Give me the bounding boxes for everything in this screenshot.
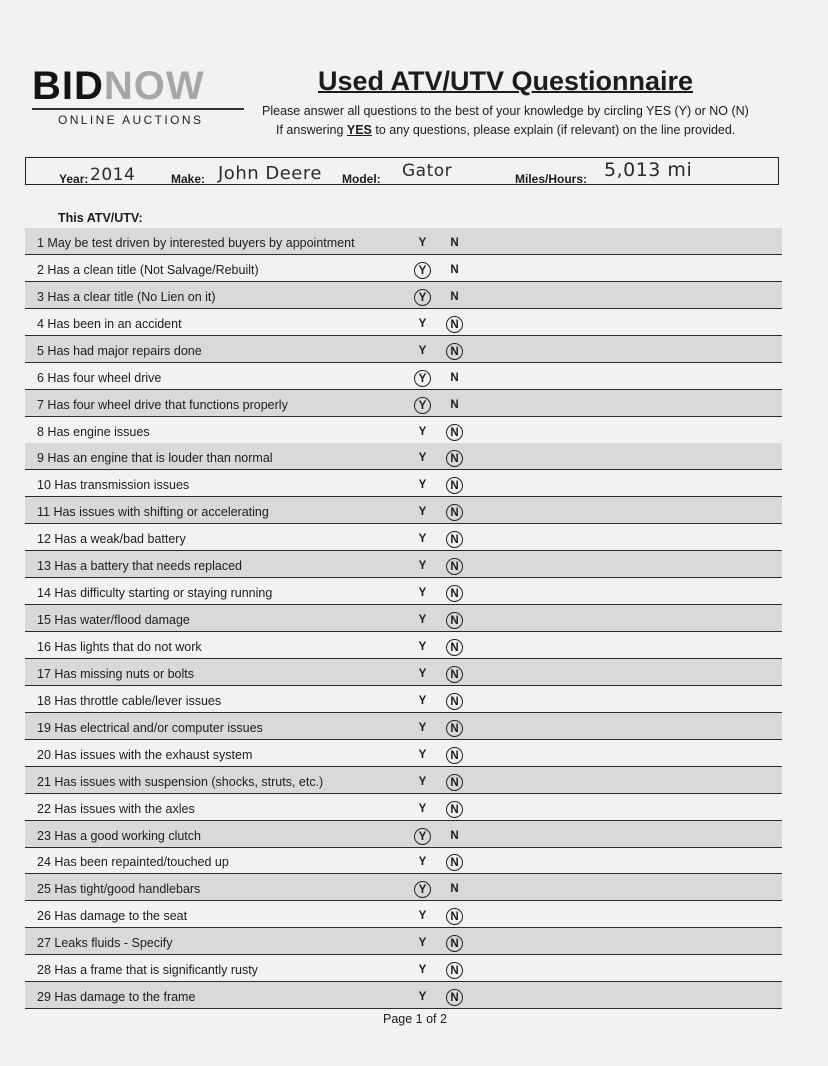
model-value: Gator	[402, 161, 453, 181]
answer-no[interactable]: N	[446, 612, 463, 629]
question-text: 12 Has a weak/bad battery	[37, 532, 186, 547]
question-text: 24 Has been repainted/touched up	[37, 855, 229, 870]
answer-no[interactable]: N	[446, 747, 463, 764]
answer-no[interactable]: N	[446, 504, 463, 521]
question-text: 25 Has tight/good handlebars	[37, 882, 201, 897]
question-text: 3 Has a clear title (No Lien on it)	[37, 289, 216, 304]
answer-no[interactable]: N	[446, 962, 463, 979]
question-text: 10 Has transmission issues	[37, 478, 190, 493]
vehicle-info-box	[25, 157, 779, 185]
question-row	[25, 713, 782, 740]
answer-yes[interactable]: Y	[414, 289, 431, 306]
answer-yes[interactable]: Y	[414, 397, 431, 414]
answer-yes[interactable]: Y	[418, 937, 427, 950]
answer-no[interactable]: N	[446, 693, 463, 710]
question-text: 2 Has a clean title (Not Salvage/Rebuilt)	[37, 262, 259, 277]
answer-yes[interactable]: Y	[414, 370, 431, 387]
logo-divider	[32, 108, 244, 110]
answer-no[interactable]: N	[446, 935, 463, 952]
question-text: 23 Has a good working clutch	[37, 828, 201, 843]
answer-yes[interactable]: Y	[418, 694, 427, 707]
question-row	[25, 255, 782, 282]
answer-yes[interactable]: Y	[418, 560, 427, 573]
answer-no[interactable]: N	[446, 316, 463, 333]
answer-yes[interactable]: Y	[418, 721, 427, 734]
page-number: Page 1 of 2	[383, 1012, 447, 1026]
answer-no[interactable]: N	[446, 477, 463, 494]
answer-yes[interactable]: Y	[418, 802, 427, 815]
question-text: 21 Has issues with suspension (shocks, struts, etc.)	[37, 774, 324, 789]
question-text: 5 Has had major repairs done	[37, 343, 202, 358]
answer-no[interactable]: N	[450, 237, 459, 249]
question-row	[25, 417, 782, 444]
answer-no[interactable]: N	[446, 774, 463, 791]
answer-no[interactable]: N	[446, 450, 463, 467]
question-row	[25, 821, 782, 848]
year-label: Year:	[59, 172, 89, 186]
question-row	[25, 443, 782, 470]
answer-no[interactable]: N	[446, 585, 463, 602]
answer-no[interactable]: N	[446, 854, 463, 871]
answer-no[interactable]: N	[446, 558, 463, 575]
question-row	[25, 928, 782, 955]
question-text: 6 Has four wheel drive	[37, 370, 162, 385]
answer-no[interactable]: N	[446, 639, 463, 656]
question-text: 13 Has a battery that needs replaced	[37, 559, 242, 574]
instructions-line-2: If answering YES to any questions, please explain (if relevant) on the line provided.	[276, 123, 736, 137]
answer-no[interactable]: N	[450, 883, 459, 896]
question-row	[25, 228, 782, 255]
question-row	[25, 497, 782, 524]
question-text: 17 Has missing nuts or bolts	[37, 666, 195, 681]
company-logo	[32, 66, 244, 127]
answer-yes[interactable]: Y	[418, 641, 427, 653]
question-row	[25, 524, 782, 551]
answer-yes[interactable]: Y	[414, 828, 431, 845]
logo-subtitle: ONLINE AUCTIONS	[58, 113, 204, 127]
answer-no[interactable]: N	[446, 424, 463, 441]
question-row	[25, 847, 782, 874]
question-row	[25, 794, 782, 821]
question-row	[25, 309, 782, 336]
answer-yes[interactable]: Y	[418, 964, 427, 977]
question-text: 28 Has a frame that is significantly rusty	[37, 963, 258, 978]
question-text: 14 Has difficulty starting or staying running	[37, 586, 273, 601]
question-row	[25, 551, 782, 578]
answer-yes[interactable]: Y	[418, 344, 427, 357]
answer-no[interactable]: N	[446, 989, 463, 1006]
question-row	[25, 982, 782, 1009]
question-row	[25, 282, 782, 309]
question-row	[25, 740, 782, 767]
question-row	[25, 686, 782, 713]
answer-yes[interactable]: Y	[418, 587, 427, 600]
answer-yes[interactable]: Y	[418, 533, 427, 546]
answer-yes[interactable]: Y	[418, 237, 427, 249]
answer-no[interactable]: N	[450, 398, 459, 411]
answer-yes[interactable]: Y	[418, 425, 427, 438]
miles-value: 5,013 mi	[604, 159, 693, 181]
answer-no[interactable]: N	[450, 263, 459, 276]
answer-yes[interactable]: Y	[418, 748, 427, 761]
question-text: 26 Has damage to the seat	[37, 909, 188, 924]
answer-no[interactable]: N	[450, 371, 459, 384]
answer-yes[interactable]: Y	[418, 667, 427, 680]
question-text: 16 Has lights that do not work	[37, 640, 202, 654]
question-text: 4 Has been in an accident	[37, 316, 182, 331]
answer-no[interactable]: N	[450, 829, 459, 842]
answer-yes[interactable]: Y	[418, 856, 427, 869]
question-row	[25, 659, 782, 686]
instructions-line-1: Please answer all questions to the best of your knowledge by circling YES (Y) or NO (N)	[262, 104, 749, 118]
question-text: 9 Has an engine that is louder than normal	[37, 451, 273, 466]
answer-yes[interactable]: Y	[418, 991, 427, 1003]
question-text: 18 Has throttle cable/lever issues	[37, 693, 222, 708]
answer-yes[interactable]: Y	[418, 479, 427, 492]
question-row	[25, 955, 782, 982]
model-label: Model:	[342, 172, 381, 186]
question-row	[25, 767, 782, 794]
answer-yes[interactable]: Y	[418, 775, 427, 788]
question-row	[25, 632, 782, 659]
logo-wordmark: BIDNOW	[32, 64, 205, 108]
question-text: 27 Leaks fluids - Specify	[37, 936, 173, 951]
answer-no[interactable]: N	[446, 531, 463, 548]
question-text: 7 Has four wheel drive that functions properly	[37, 397, 288, 412]
year-value: 2014	[90, 165, 136, 185]
make-label: Make:	[171, 172, 206, 186]
question-text: 19 Has electrical and/or computer issues	[37, 720, 263, 735]
question-row	[25, 390, 782, 417]
answer-yes[interactable]: Y	[418, 910, 427, 923]
section-label: This ATV/UTV:	[58, 211, 143, 225]
answer-no[interactable]: N	[446, 908, 463, 925]
answer-no[interactable]: N	[450, 290, 459, 303]
question-text: 15 Has water/flood damage	[37, 613, 190, 627]
answer-no[interactable]: N	[446, 801, 463, 818]
question-row	[25, 874, 782, 901]
answer-yes[interactable]: Y	[418, 317, 427, 330]
answer-no[interactable]: N	[446, 720, 463, 737]
question-text: 20 Has issues with the exhaust system	[37, 747, 253, 762]
question-text: 29 Has damage to the frame	[37, 990, 196, 1004]
make-value: John Deere	[218, 163, 322, 184]
question-row	[25, 578, 782, 605]
question-text: 8 Has engine issues	[37, 424, 150, 439]
answer-yes[interactable]: Y	[414, 881, 431, 898]
question-row	[25, 336, 782, 363]
question-text: 11 Has issues with shifting or accelerating	[37, 505, 269, 520]
question-row	[25, 901, 782, 928]
answer-yes[interactable]: Y	[418, 614, 427, 626]
answer-yes[interactable]: Y	[418, 506, 427, 519]
answer-no[interactable]: N	[446, 666, 463, 683]
question-text: 1 May be test driven by interested buyers by appointment	[37, 236, 355, 250]
question-row	[25, 470, 782, 497]
answer-yes[interactable]: Y	[418, 452, 427, 465]
answer-no[interactable]: N	[446, 343, 463, 360]
form-title: Used ATV/UTV Questionnaire	[318, 66, 694, 96]
answer-yes[interactable]: Y	[414, 262, 431, 279]
question-row	[25, 605, 782, 632]
question-text: 22 Has issues with the axles	[37, 801, 195, 816]
question-row	[25, 363, 782, 390]
miles-label: Miles/Hours:	[515, 172, 588, 186]
